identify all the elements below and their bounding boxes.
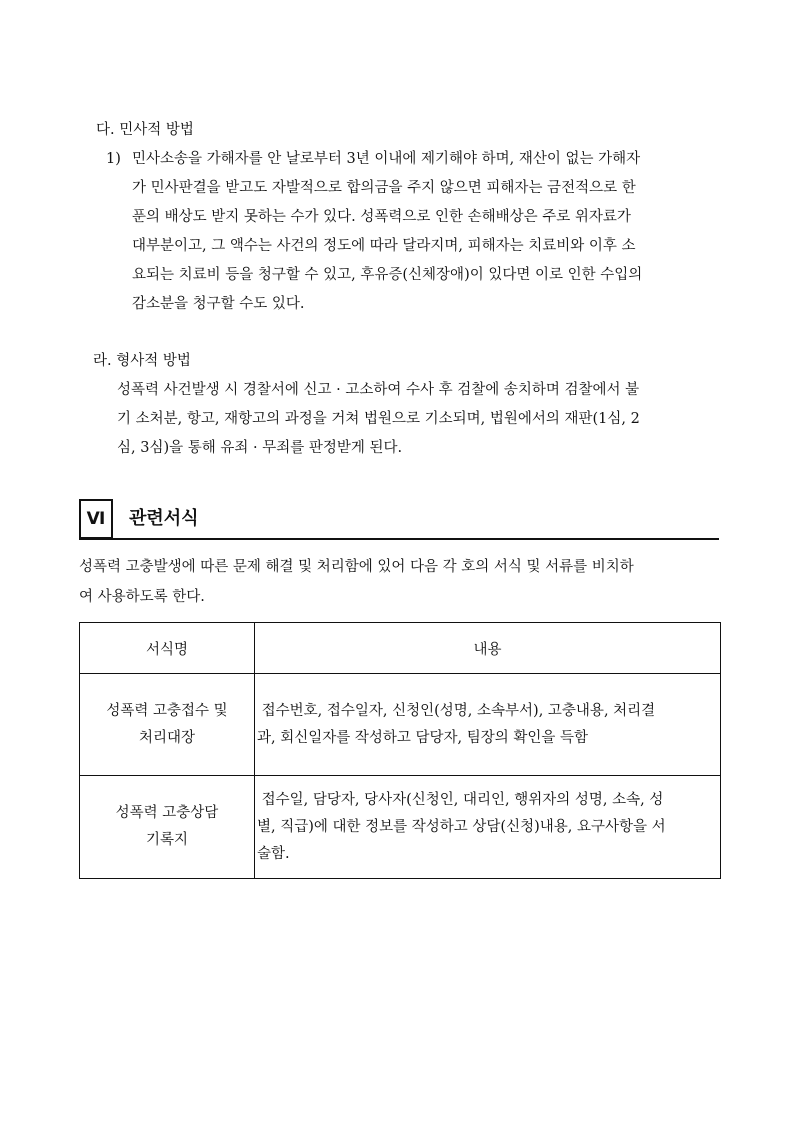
civil-text-line: 요되는 치료비 등을 청구할 수 있고, 후유증(신체장애)이 있다면 이로 인한 수입의 xyxy=(132,267,643,283)
civil-text-line: 대부분이고, 그 액수는 사건의 정도에 따라 달라지며, 피해자는 치료비와 이후 소 xyxy=(132,238,636,254)
header-content: 내용 xyxy=(255,623,721,674)
form-content-cell xyxy=(255,776,721,879)
form-name-line: 성폭력 고충상담 xyxy=(115,805,219,821)
civil-method-heading: 다. 민사적 방법 xyxy=(96,122,194,138)
table-row xyxy=(80,776,721,879)
form-content-line: 접수일, 담당자, 당사자(신청인, 대리인, 행위자의 성명, 소속, 성 xyxy=(257,791,664,808)
section-number-box xyxy=(79,499,113,539)
criminal-method-heading: 라. 형사적 방법 xyxy=(93,353,191,369)
criminal-text-line: 기 소처분, 항고, 재항고의 과정을 거쳐 법원으로 기소되며, 법원에서의 재판(1심, 2 xyxy=(117,411,640,427)
civil-text-line: 푼의 배상도 받지 못하는 수가 있다. 성폭력으로 인한 손해배상은 주로 위자료가 xyxy=(132,209,631,225)
section-number: Ⅵ xyxy=(86,509,106,529)
section-intro-line: 성폭력 고충발생에 따른 문제 해결 및 처리함에 있어 다음 각 호의 서식 및 서류를 비치하 xyxy=(79,559,634,575)
form-content-cell xyxy=(255,674,721,776)
form-name-cell xyxy=(80,674,255,776)
criminal-text-line: 성폭력 사건발생 시 경찰서에 신고 · 고소하여 수사 후 검찰에 송치하며 검찰에서 불 xyxy=(117,382,640,398)
form-name-cell xyxy=(80,776,255,879)
form-content-line: 접수번호, 접수일자, 신청인(성명, 소속부서), 고충내용, 처리결 xyxy=(257,702,656,719)
criminal-text-line: 심, 3심)을 통해 유죄 · 무죄를 판정받게 된다. xyxy=(117,440,403,456)
civil-text-line: 민사소송을 가해자를 안 날로부터 3년 이내에 제기해야 하며, 재산이 없는 가해자 xyxy=(132,151,641,167)
form-content-line: 술함. xyxy=(257,845,290,862)
table-row xyxy=(80,674,721,776)
form-content-line: 과, 회신일자를 작성하고 담당자, 팀장의 확인을 득함 xyxy=(257,729,589,746)
civil-text-line: 감소분을 청구할 수도 있다. xyxy=(132,296,305,312)
civil-text-line: 가 민사판결을 받고도 자발적으로 합의금을 주지 않으면 피해자는 금전적으로 한 xyxy=(132,180,636,196)
civil-item-number: 1) xyxy=(106,151,121,167)
section-title: 관련서식 xyxy=(129,508,199,529)
header-form-name: 서식명 xyxy=(80,623,255,674)
form-name-line: 성폭력 고충접수 및 xyxy=(106,702,228,719)
forms-table xyxy=(79,622,721,879)
section-underline xyxy=(79,538,719,540)
form-content-line: 별, 직급)에 대한 정보를 작성하고 상담(신청)내용, 요구사항을 서 xyxy=(257,818,666,835)
form-name-line: 처리대장 xyxy=(138,729,196,746)
form-name-line: 기록지 xyxy=(145,832,189,848)
table-header-row xyxy=(80,623,721,674)
section-intro-line: 여 사용하도록 한다. xyxy=(79,589,205,605)
